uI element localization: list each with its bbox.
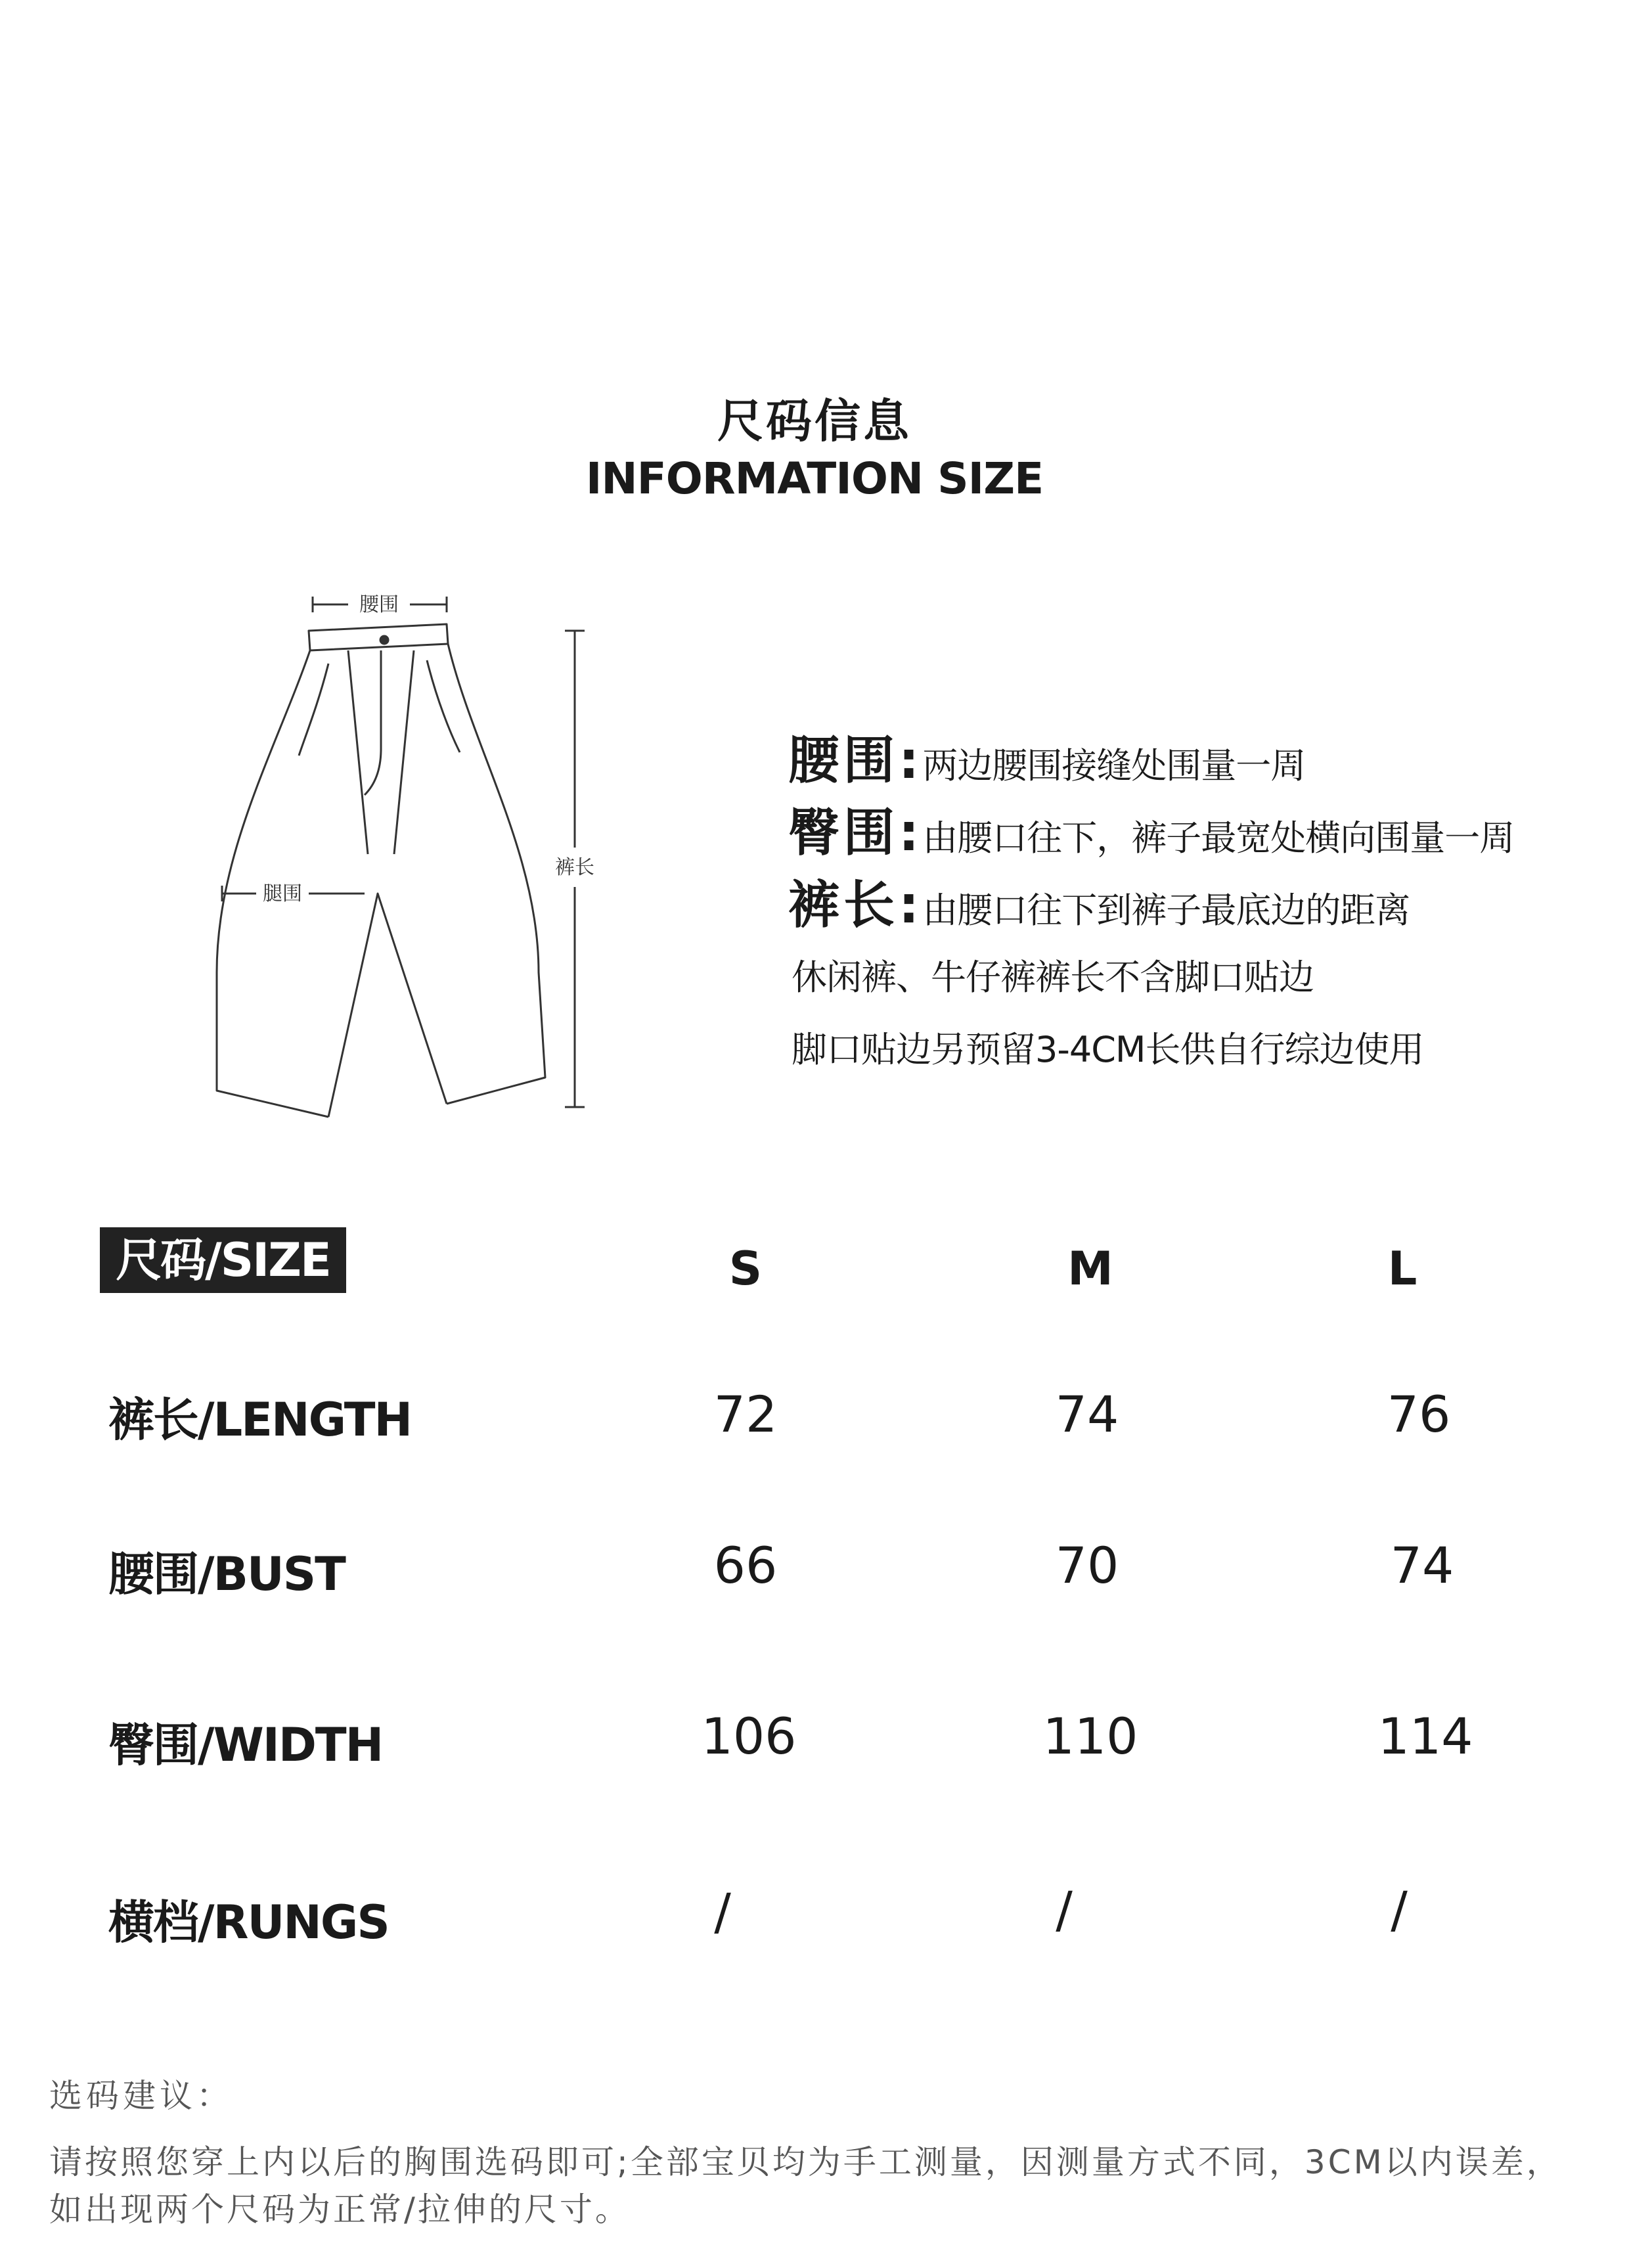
table-cell: 72 bbox=[713, 1385, 778, 1443]
row-label-length: 裤长/LENGTH bbox=[108, 1393, 412, 1447]
definition-text: 两边腰围接缝处围量一周 bbox=[922, 745, 1306, 786]
definition-colon: : bbox=[899, 731, 920, 790]
size-column-l: L bbox=[1387, 1242, 1417, 1296]
thigh-label: 腿围 bbox=[263, 882, 302, 905]
waist-label: 腰围 bbox=[359, 593, 399, 616]
length-label: 裤长 bbox=[555, 856, 594, 879]
row-label-hip: 臀围/WIDTH bbox=[108, 1718, 383, 1772]
row-label-waist: 腰围/BUST bbox=[108, 1547, 345, 1601]
definition-key: 裤长 bbox=[788, 876, 899, 935]
definition-colon: : bbox=[899, 804, 920, 863]
row-label-rungs: 横档/RUNGS bbox=[108, 1895, 389, 1949]
definition-length bbox=[788, 864, 1410, 938]
table-cell: 74 bbox=[1055, 1385, 1119, 1443]
definition-hip bbox=[788, 792, 1514, 865]
table-cell: 76 bbox=[1387, 1385, 1451, 1443]
table-cell: / bbox=[1056, 1880, 1073, 1939]
table-cell: 66 bbox=[713, 1536, 778, 1595]
tips-title: 选码建议： bbox=[49, 2077, 233, 2115]
table-cell: 114 bbox=[1377, 1707, 1473, 1765]
definition-text: 由腰口往下到裤子最底边的距离 bbox=[922, 890, 1410, 931]
table-cell: 106 bbox=[701, 1707, 797, 1765]
definition-colon: : bbox=[899, 876, 920, 935]
table-cell: 110 bbox=[1042, 1707, 1138, 1765]
page-title-en: INFORMATION SIZE bbox=[585, 453, 1044, 504]
definition-text: 由腰口往下，裤子最宽处横向围量一周 bbox=[922, 817, 1515, 859]
table-cell: 70 bbox=[1055, 1536, 1119, 1595]
size-column-m: M bbox=[1067, 1242, 1113, 1296]
size-header-badge: 尺码/SIZE bbox=[100, 1227, 346, 1293]
pants-outline bbox=[217, 624, 545, 1117]
table-cell: 74 bbox=[1390, 1536, 1454, 1595]
note-line: 脚口贴边另预留3-4CM长供自行综边使用 bbox=[792, 1029, 1424, 1070]
pants-measurement-diagram bbox=[197, 578, 631, 1130]
table-cell: / bbox=[714, 1882, 731, 1941]
table-cell: / bbox=[1391, 1880, 1408, 1939]
tips-body: 请按照您穿上内以后的胸围选码即可;全部宝贝均为手工测量，因测量方式不同，3CM以内误差，如出现两个尺码为正常/拉伸的尺寸。 bbox=[49, 2143, 1562, 2229]
definition-waist bbox=[788, 719, 1305, 793]
size-column-s: S bbox=[728, 1242, 763, 1296]
page-title-cn: 尺码信息 bbox=[717, 394, 912, 448]
definition-key: 臀围 bbox=[788, 804, 899, 863]
note-line: 休闲裤、牛仔裤裤长不含脚口贴边 bbox=[792, 957, 1314, 998]
definition-key: 腰围 bbox=[788, 731, 899, 790]
